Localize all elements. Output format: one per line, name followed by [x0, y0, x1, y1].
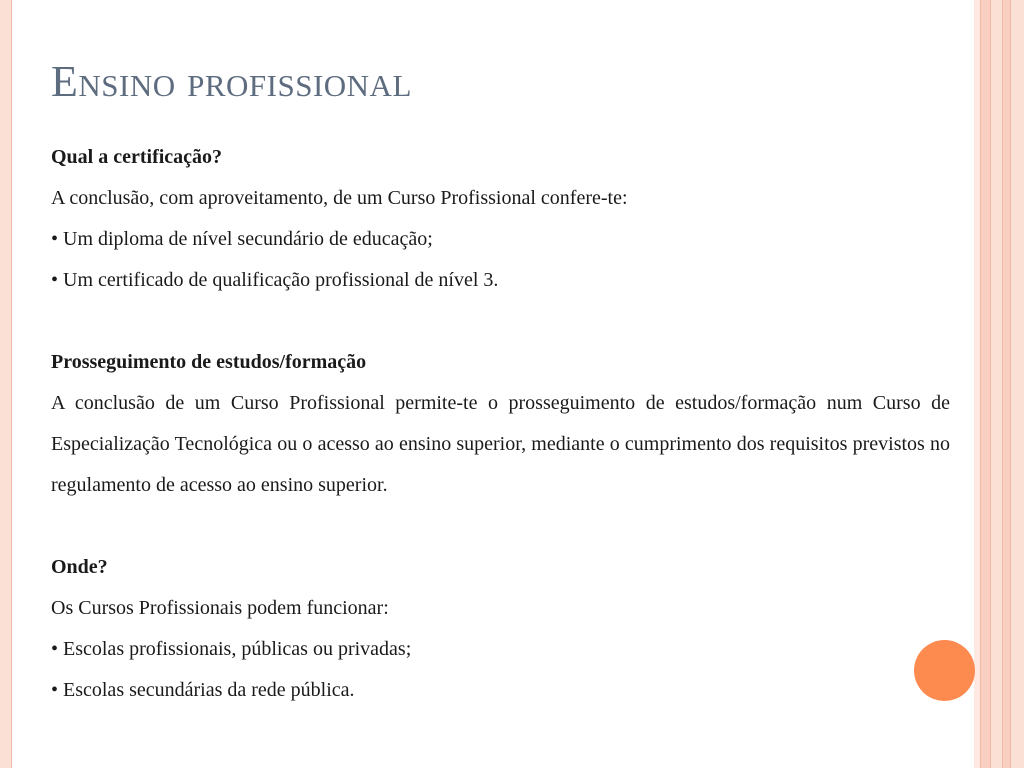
left-border-decoration	[0, 0, 12, 768]
bullet-item: • Um diploma de nível secundário de educação;	[51, 228, 433, 250]
right-border-stripe	[981, 0, 990, 768]
body-paragraph: A conclusão de um Curso Profissional permite-te o prosseguimento de estudos/formação num Curso de Especialização Tecnológica ou o acesso ao ensino superior, mediante o cumprimento dos requisitos previstos no regulamento de acesso ao ensino superior.	[51, 392, 950, 496]
section-heading-certificacao: Qual a certificação?	[51, 146, 223, 168]
bullet-item: • Escolas secundárias da rede pública.	[51, 679, 355, 701]
bullet-item: • Um certificado de qualificação profissional de nível 3.	[51, 269, 499, 291]
bullet-item: • Escolas profissionais, públicas ou privadas;	[51, 638, 412, 660]
body-line: A conclusão, com aproveitamento, de um Curso Profissional confere-te:	[51, 187, 628, 209]
spacer	[51, 301, 950, 342]
section-heading-onde: Onde?	[51, 556, 108, 578]
right-border-stripe	[991, 0, 1002, 768]
section-heading-prosseguimento: Prosseguimento de estudos/formação	[51, 351, 367, 373]
spacer	[51, 506, 950, 547]
slide-title: Ensino profissional	[51, 57, 412, 106]
right-border-stripe	[1011, 0, 1024, 768]
body-line: Os Cursos Profissionais podem funcionar:	[51, 597, 389, 619]
slide-body	[51, 137, 950, 711]
right-border-stripe	[1003, 0, 1010, 768]
